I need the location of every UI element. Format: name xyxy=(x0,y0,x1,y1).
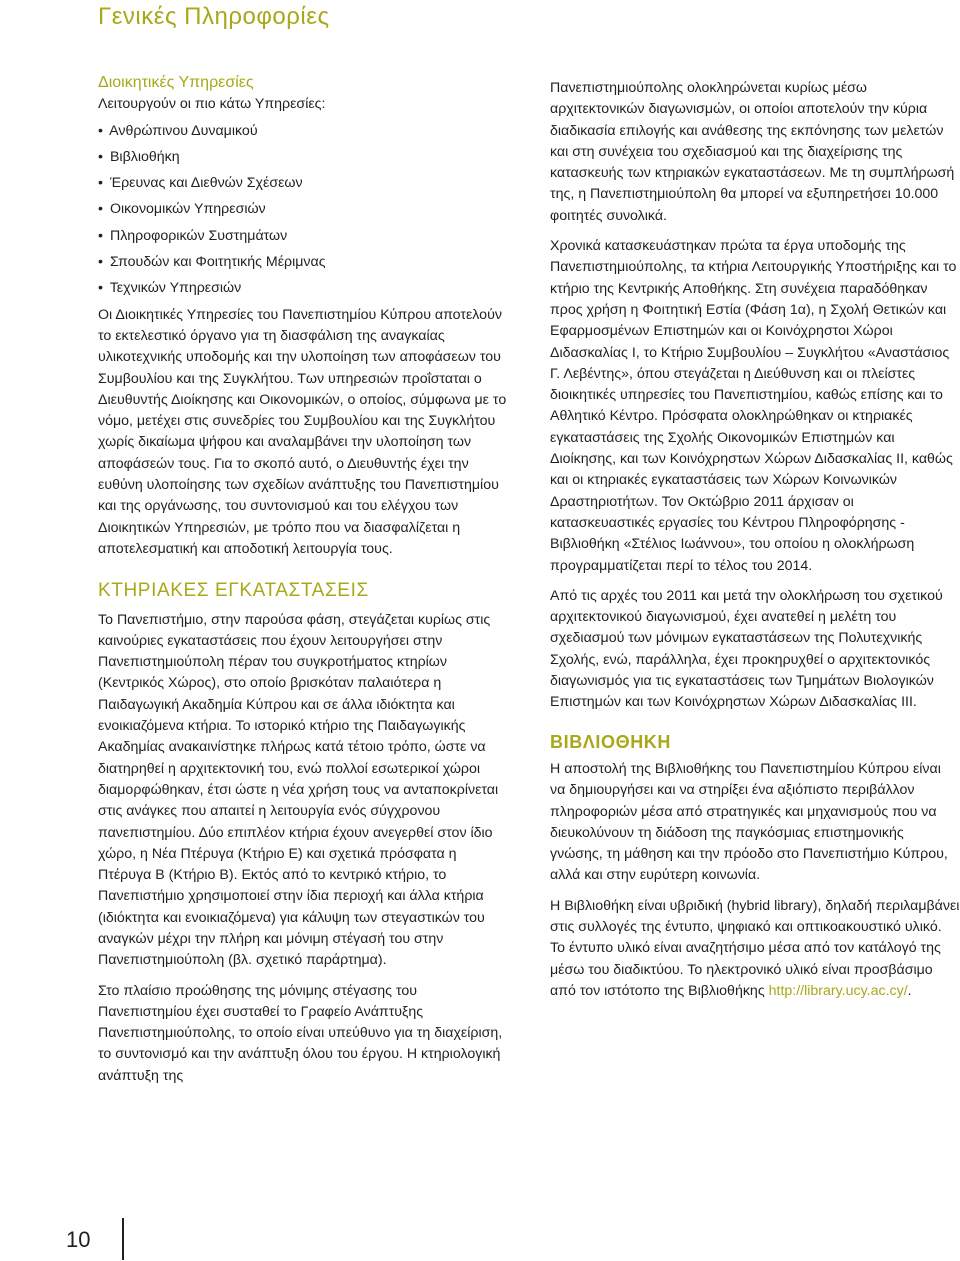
list-item: • Οικονομικών Υπηρεσιών xyxy=(98,199,512,220)
library-website-link[interactable]: http://library.ucy.ac.cy/ xyxy=(768,982,908,999)
library-paragraph-1: Η αποστολή της Βιβλιοθήκης του Πανεπιστημίου Κύπρου είναι να δημιουργήσει και να στηρίξει ένα αξιόπιστο περιβάλλον πληροφοριών μέσα από στρατηγικές και μηχανισμούς που να διευκολύνουν τη διάδοση της παγκόσμιας επιστημονικής γνώσης, τη μάθηση και την πρόοδο στο Πανεπιστήμιο Κύπρου, αλλά και στην ευρύτερη κοινωνία. xyxy=(550,760,948,884)
bullet-icon: • xyxy=(98,280,103,297)
buildings-paragraph-1: Το Πανεπιστήμιο, στην παρούσα φάση, στεγάζεται κυρίως στις καινούριες εγκαταστάσεις που έχουν λειτουργήσει στην Πανεπιστημιούπολη πέραν του συγκροτήματος κτηρίων (Κεντρικός Χώρος), στο οποίο βρισκόταν παλαιότερα η Παιδαγωγική Ακαδημία Κύπρου και σε άλλα ιδιόκτητα και ενοικιαζόμενα κτήρια. Το ιστορικό κτήριο της Παιδαγωγικής Ακαδημίας ανακαινίστηκε πλήρως κατά τέτοιο τρόπο, ώστε να διατηρηθεί η αρχιτεκτονική του, ενώ πολλοί εσωτερικοί χώροι διαμορφώθηκαν, έτσι ώστε η νέα χρήση τους να ανταποκρίνεται στις ανάγκες που απαιτεί η λειτουργία ενός σύγχρονου πανεπιστημίου. Δύο επιπλέον κτήρια έχουν ανεγερθεί στον ίδιο χώρο, η Νέα Πτέρυγα (Κτήριο Ε) και σχετικά πρόσφατα η Πτέρυγα Β (Κτήριο Β). Εκτός από το κεντρικό κτήριο, το Πανεπιστήμιο χρησιμοποιεί στην ίδια περιοχή και άλλα κτήρια (ιδιόκτητα και ενοικιαζόμενα) για κάλυψη των στεγαστικών του αναγκών μέχρι την πλήρη και μόνιμη στέγασή του στην Πανεπιστημιούπολη (βλ. σχετικό παράρτημα). xyxy=(98,611,499,969)
library-paragraph-2: Η Βιβλιοθήκη είναι υβριδική (hybrid library), δηλαδή περιλαμβάνει στις συλλογές της έντυπο, ψηφιακό και οπτικοακουστικό υλικό. Το έντυπο υλικό είναι αναζητήσιμο μέσα από τον κατάλογό της μέσω του διαδικτύου. Το ηλεκτρονικό υλικό είναι προσβάσιμο από τον ιστότοπο της Βιβλιοθήκης http://library.ucy.ac.cy/. xyxy=(550,897,960,999)
list-item: • Ανθρώπινου Δυναμικού xyxy=(98,121,512,142)
list-item: • Βιβλιοθήκη xyxy=(98,147,512,168)
page-header-title: Γενικές Πληροφορίες xyxy=(98,3,330,30)
admin-services-lead: Λειτουργούν οι πιο κάτω Υπηρεσίες: xyxy=(98,96,326,113)
buildings-paragraph-3: Πανεπιστημιούπολης ολοκληρώνεται κυρίως μέσω αρχιτεκτονικών διαγωνισμών, οι οποίοι αποτελούν την κύρια διαδικασία επιλογής και ανάθεσης της εκπόνησης των μελετών και στη συνέχεια του σχεδιασμού και της διαχείρισης της κατασκευής των κτηριακών εγκαταστάσεων. Με τη συμπλήρωσή της, η Πανεπιστημιούπολη θα μπορεί να εξυπηρετήσει 10.000 φοιτητές συνολικά. xyxy=(550,80,955,224)
bullet-icon: • xyxy=(98,175,103,192)
list-item: • Πληροφορικών Συστημάτων xyxy=(98,226,512,247)
bullet-icon: • xyxy=(98,254,103,271)
buildings-section-title: ΚΤΗΡΙΑΚΕΣ ΕΓΚΑΤΑΣΤΑΣΕΙΣ xyxy=(98,580,369,602)
admin-services-title: Διοικητικές Υπηρεσίες xyxy=(98,74,254,91)
bullet-icon: • xyxy=(98,201,103,218)
bullet-icon: • xyxy=(98,122,103,139)
page-number-divider xyxy=(122,1218,124,1260)
list-item: • Έρευνας και Διεθνών Σχέσεων xyxy=(98,173,512,194)
bullet-icon: • xyxy=(98,148,103,165)
buildings-paragraph-2: Στο πλαίσιο προώθησης της μόνιμης στέγασης του Πανεπιστημίου έχει συσταθεί το Γραφείο Ανάπτυξης Πανεπιστημιούπολης, το οποίο είναι υπεύθυνο για τη διαχείριση, το συντονισμό και την ανάπτυξη όλου του έργου. Η κτηριολογική ανάπτυξη της xyxy=(98,982,503,1084)
bullet-icon: • xyxy=(98,227,103,244)
buildings-paragraph-5: Από τις αρχές του 2011 και μετά την ολοκλήρωση του σχετικού αρχιτεκτονικού διαγωνισμού, έχει ανατεθεί η μελέτη του σχεδιασμού των μόνιμων εγκαταστάσεων της Πολυτεχνικής Σχολής, ενώ, παράλληλα, έχει προκηρυχθεί ο αρχιτεκτονικός διαγωνισμός για τις εγκαταστάσεις των Τμημάτων Βιολογικών Επιστημών και των Κοινόχρηστων Χώρων Διδασκαλίας ΙΙΙ. xyxy=(550,587,943,711)
page-number: 10 xyxy=(66,1227,91,1252)
library-section-title: ΒΙΒΛΙΟΘΗΚΗ xyxy=(550,731,672,752)
right-column xyxy=(550,78,960,1011)
list-item: • Σπουδών και Φοιτητικής Μέριμνας xyxy=(98,252,512,273)
admin-services-body: Οι Διοικητικές Υπηρεσίες του Πανεπιστημίου Κύπρου αποτελούν το εκτελεστικό όργανο για τη διασφάλιση της αναγκαίας υλικοτεχνικής υποδομής και την υλοποίηση των αποφάσεων του Συμβουλίου και της Συγκλήτου. Των υπηρεσιών προΐσταται ο Διευθυντής Διοίκησης και Οικονομικών, ο οποίος, σύμφωνα με το νόμο, μετέχει στις συνεδρίες του Συμβουλίου και της Συγκλήτου χωρίς δικαίωμα ψήφου και αναλαμβάνει την υλοποίηση των αποφάσεών τους. Για το σκοπό αυτό, ο Διευθυντής έχει την ευθύνη υλοποίησης των σχεδίων ανάπτυξης του Πανεπιστημίου και της οργάνωσης, του συντονισμού και του ελέγχου των Διοικητικών Υπηρεσιών, με τρόπο που να διασφαλίζεται η αποτελεσματική και αποδοτική λειτουργία τους. xyxy=(98,306,507,557)
buildings-paragraph-4: Χρονικά κατασκευάστηκαν πρώτα τα έργα υποδομής της Πανεπιστημιούπολης, τα κτήρια Λειτουργικής Υποστήριξης και το κτήριο της Κεντρικής Αποθήκης. Στη συνέχεια παραδόθηκαν προς χρήση η Φοιτητική Εστία (Φάση 1α), η Σχολή Θετικών και Εφαρμοσμένων Επιστημών και οι Κοινόχρηστοι Χώροι Διδασκαλίας Ι, το Κτήριο Συμβουλίου – Συγκλήτου «Αναστάσιος Γ. Λεβέντης», όπου στεγάζεται η Διεύθυνση και οι πλείστες διοικητικές υπηρεσίες του Πανεπιστημίου, καθώς επίσης και το Αθλητικό Κέντρο. Πρόσφατα ολοκληρώθηκαν οι κτηριακές εγκαταστάσεις της Σχολής Οικονομικών Επιστημών και Διοίκησης, και των Κοινόχρηστων Χώρων Διδασκαλίας ΙΙ, καθώς και οι κτηριακές εγκαταστάσεις των Χώρων Κοινωνικών Δραστηριοτήτων. Τον Οκτώβριο 2011 άρχισαν οι κατασκευαστικές εργασίες του Κέντρου Πληροφόρησης - Βιβλιοθήκη «Στέλιος Ιωάννου», του οποίου η ολοκλήρωση προγραμματίζεται περί το τέλος του 2014. xyxy=(550,238,957,574)
left-column xyxy=(98,72,512,1096)
admin-services-list xyxy=(98,121,512,300)
list-item: • Τεχνικών Υπηρεσιών xyxy=(98,278,512,299)
